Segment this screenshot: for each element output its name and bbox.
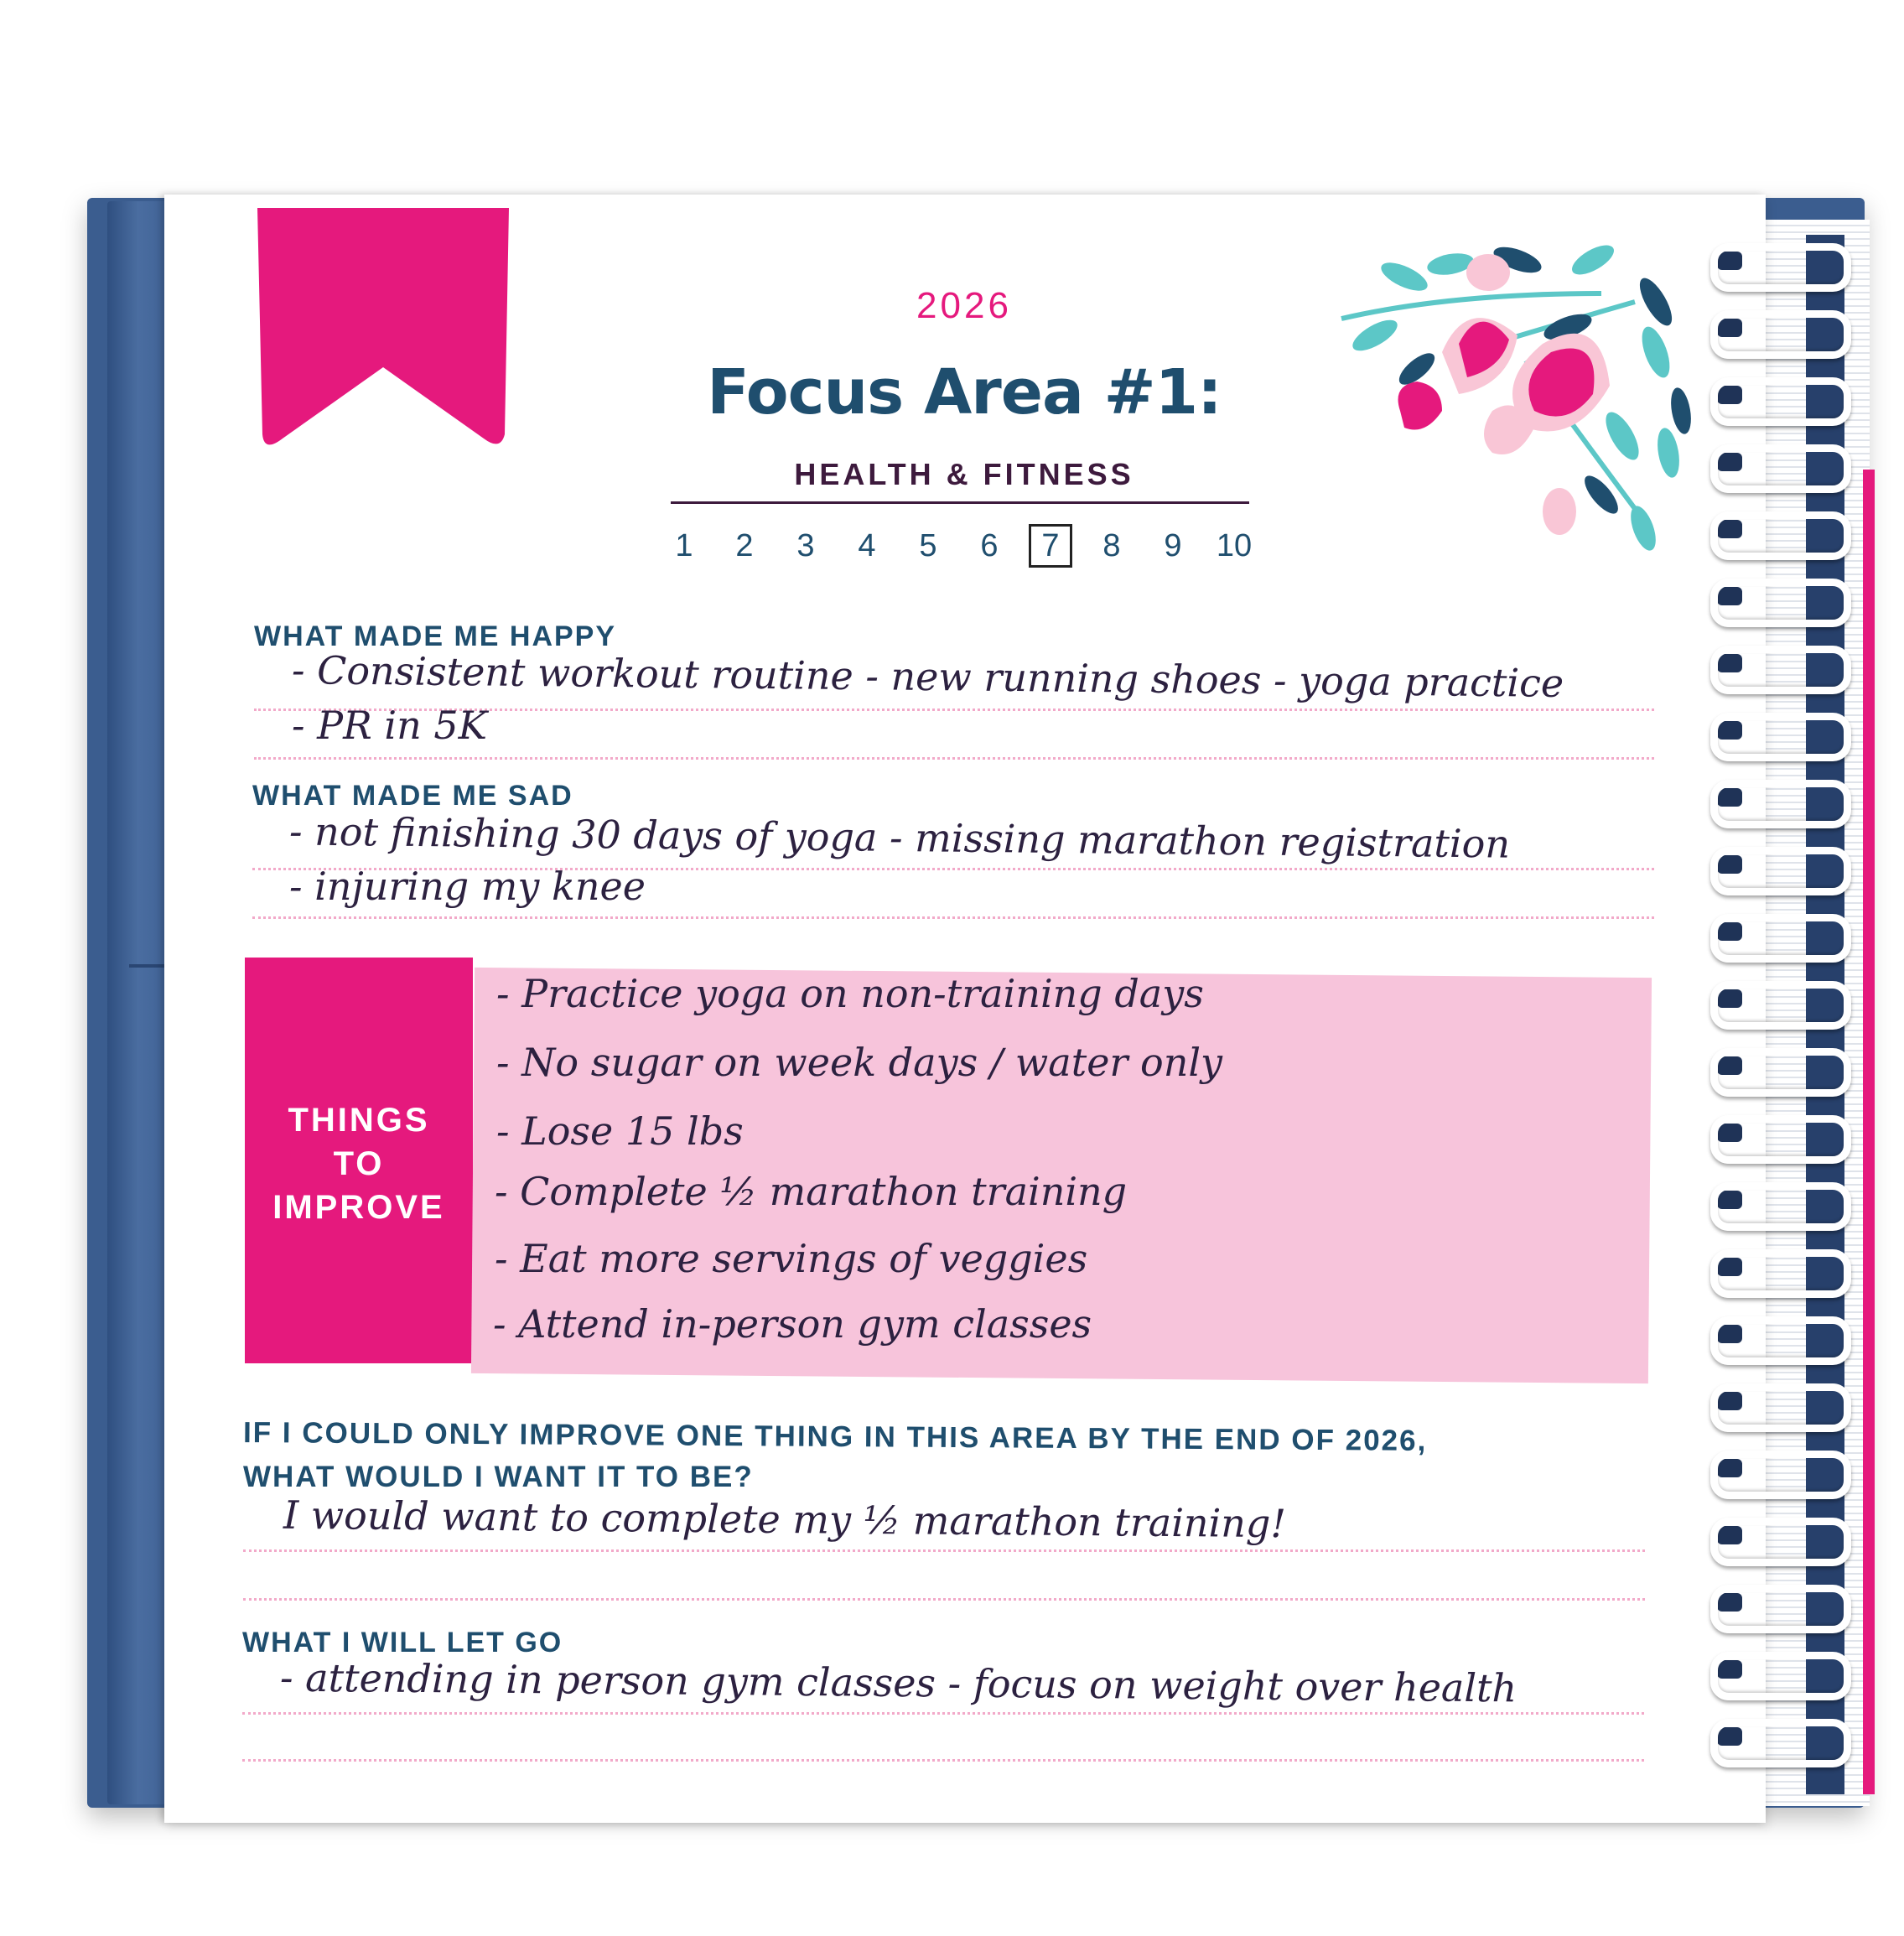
floral-illustration (1325, 243, 1694, 570)
one-thing-label-line-1: IF I COULD ONLY IMPROVE ONE THING IN THIS AREA BY THE END OF 2026, (242, 1416, 1428, 1457)
spiral-coil (1710, 914, 1851, 963)
spiral-coil (1710, 780, 1851, 828)
improve-label-line: TO (333, 1145, 385, 1182)
rating-option[interactable]: 8 (1102, 528, 1121, 563)
happy-line-1: - Consistent workout routine - new running shoes - yoga practice (291, 647, 1564, 706)
rating-option[interactable]: 2 (735, 528, 754, 563)
subtitle-rule (671, 501, 1249, 504)
writing-line (254, 757, 1654, 760)
improve-label-line: THINGS (288, 1102, 430, 1139)
bookmark-ribbon-icon (257, 208, 509, 451)
spiral-coil (1710, 1585, 1851, 1633)
page-title: Focus Area #1: (707, 356, 1222, 428)
spiral-coil (1710, 511, 1851, 560)
happy-section-label: WHAT MADE ME HAPPY (254, 620, 617, 652)
spiral-coil (1710, 981, 1851, 1030)
spiral-coil (1710, 1249, 1851, 1298)
rating-option-selected[interactable]: 7 (1029, 524, 1072, 568)
spiral-coil (1710, 646, 1851, 694)
improve-item: - Lose 15 lbs (496, 1108, 744, 1154)
one-thing-label-line-2: WHAT WOULD I WANT IT TO BE? (243, 1461, 754, 1493)
spiral-coil (1710, 377, 1851, 426)
rating-option[interactable]: 10 (1216, 528, 1253, 563)
one-thing-answer: I would want to complete my ½ marathon training! (283, 1492, 1287, 1547)
spiral-coil (1710, 1316, 1851, 1365)
writing-line (243, 1549, 1645, 1552)
happy-line-2: - PR in 5K (292, 703, 487, 748)
spiral-coil (1710, 579, 1851, 627)
improve-label-line: IMPROVE (272, 1189, 445, 1226)
spiral-coil (1710, 1383, 1851, 1432)
improve-item: - Eat more servings of veggies (495, 1236, 1088, 1281)
writing-line (243, 1598, 1645, 1601)
writing-line (242, 1712, 1644, 1715)
spiral-coil (1710, 243, 1851, 292)
spiral-coil (1710, 1652, 1851, 1700)
rating-option[interactable]: 5 (919, 528, 937, 563)
spiral-coil (1710, 1182, 1851, 1231)
improve-label (245, 1098, 473, 1229)
writing-line (242, 1759, 1644, 1762)
rating-option[interactable]: 9 (1164, 528, 1182, 563)
spiral-coil (1710, 1048, 1851, 1097)
focus-area-name: HEALTH & FITNESS (794, 457, 1134, 491)
spiral-binding (1710, 226, 1904, 1794)
let-go-section-label: WHAT I WILL LET GO (242, 1627, 563, 1658)
sad-section-label: WHAT MADE ME SAD (252, 780, 573, 812)
spiral-coil (1710, 444, 1851, 493)
let-go-answer: - attending in person gym classes - focus on weight over health (279, 1654, 1517, 1711)
rating-option[interactable]: 1 (675, 528, 693, 563)
spiral-coil (1710, 847, 1851, 895)
writing-line (252, 916, 1654, 919)
spiral-coil (1710, 1719, 1851, 1767)
spiral-coil (1710, 713, 1851, 761)
rating-scale (662, 524, 1266, 574)
improve-item: - Practice yoga on non-training days (496, 971, 1204, 1016)
planner-year: 2026 (916, 285, 1012, 326)
improve-item: - No sugar on week days / water only (496, 1040, 1223, 1085)
improve-item: - Attend in-person gym classes (493, 1301, 1092, 1347)
spiral-coil (1710, 1115, 1851, 1164)
spiral-coil (1710, 1451, 1851, 1499)
sad-line-2: - injuring my knee (289, 864, 646, 909)
rating-option[interactable]: 4 (858, 528, 876, 563)
spiral-coil (1710, 1518, 1851, 1566)
rating-option[interactable]: 3 (796, 528, 815, 563)
improve-item: - Complete ½ marathon training (495, 1169, 1128, 1214)
rating-option[interactable]: 6 (980, 528, 999, 563)
cover-fold-line (129, 964, 168, 968)
sad-line-1: - not finishing 30 days of yoga - missing marathon registration (288, 808, 1511, 867)
spiral-coil (1710, 310, 1851, 359)
